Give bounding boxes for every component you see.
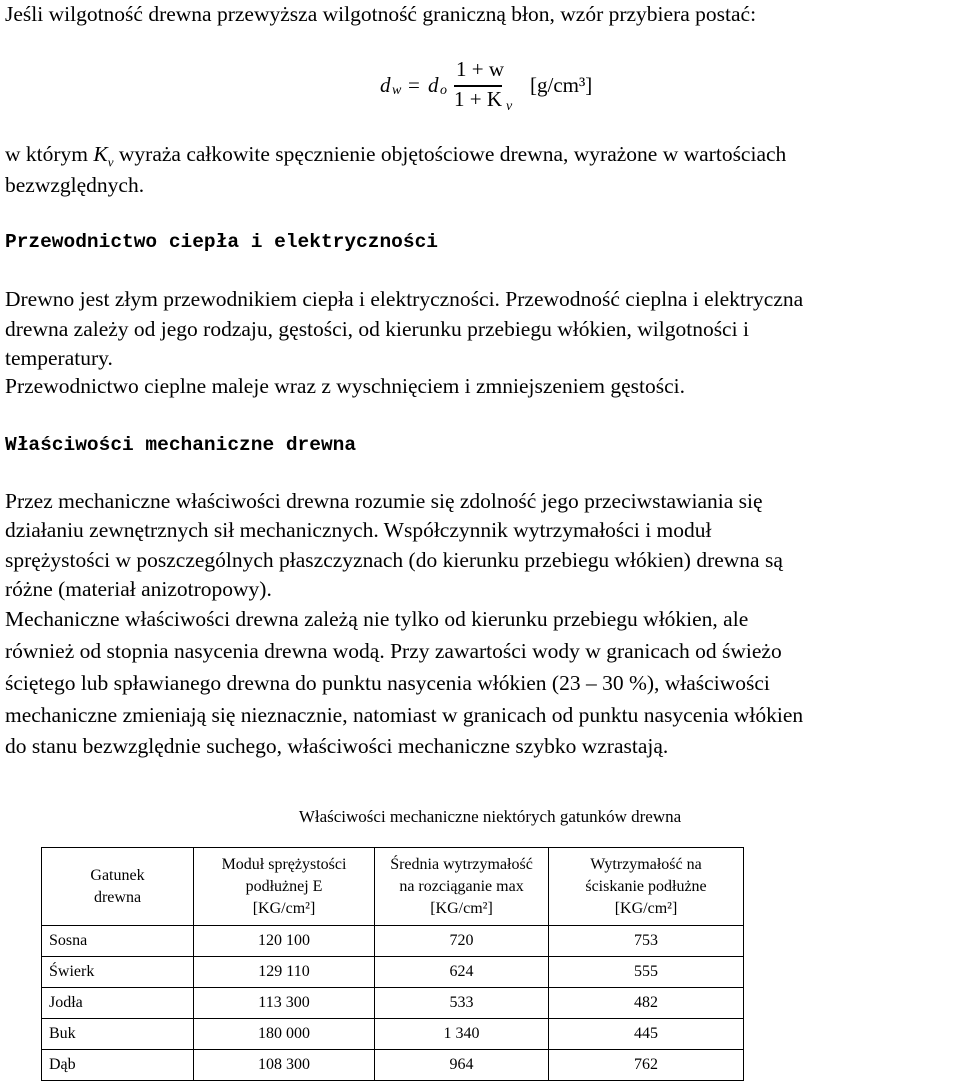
header-line: podłużnej E (245, 877, 323, 895)
paragraph-line: Przewodnictwo cieplne maleje wraz z wyschnięciem i zmniejszeniem gęstości. (5, 374, 685, 398)
cell-compressive: 445 (549, 1019, 744, 1050)
cell-tensile: 964 (375, 1050, 549, 1081)
cell-compressive: 753 (549, 926, 744, 957)
header-line: na rozciąganie max (399, 877, 524, 895)
table-row (42, 957, 744, 988)
paragraph-line: Mechaniczne właściwości drewna zależą nie tylko od kierunku przebiegu włókien, ale (5, 607, 749, 631)
formula-denominator: 1 + K (454, 87, 503, 111)
formula-lhs-d: d (380, 73, 391, 97)
cell-compressive: 482 (549, 988, 744, 1019)
paragraph-line: mechaniczne zmieniają się nieznacznie, natomiast w granicach od punktu nasycenia włókien (5, 703, 804, 727)
mechanical-properties-table (41, 847, 744, 1081)
formula-denominator-sub: v (506, 99, 513, 114)
cell-species: Świerk (42, 957, 194, 988)
cell-tensile: 624 (375, 957, 549, 988)
cell-modulus: 180 000 (194, 1019, 375, 1050)
formula-numerator: 1 + w (456, 57, 505, 81)
paragraph-line: działaniu zewnętrznych sił mechanicznych. Współczynnik wytrzymałości i moduł (5, 518, 712, 542)
header-line: [KG/cm²] (252, 899, 316, 917)
section-heading-conductivity: Przewodnictwo ciepła i elektryczności (5, 231, 438, 253)
formula-equals: = (408, 73, 420, 97)
kv-symbol-sub: v (107, 154, 114, 170)
header-line: Moduł sprężystości (221, 855, 347, 873)
paragraph-line: temperatury. (5, 346, 113, 370)
paragraph-line: drewna zależy od jego rodzaju, gęstości, od kierunku przebiegu włókien, wilgotności i (5, 317, 749, 341)
kv-explanation-line2: bezwzględnych. (5, 173, 145, 197)
kv-rest: wyraża całkowite spęcznienie objętościowe drewna, wyrażone w wartościach (113, 142, 787, 166)
cell-species: Dąb (42, 1050, 194, 1081)
section-heading-mechanical: Właściwości mechaniczne drewna (5, 434, 357, 456)
kv-symbol: K (93, 142, 108, 166)
header-line: [KG/cm²] (430, 899, 493, 917)
header-tensile-strength (375, 848, 549, 926)
cell-tensile: 720 (375, 926, 549, 957)
table-row (42, 1019, 744, 1050)
cell-tensile: 1 340 (375, 1019, 549, 1050)
formula-rhs-d: d (428, 73, 439, 97)
cell-modulus: 120 100 (194, 926, 375, 957)
header-species (42, 848, 194, 926)
cell-species: Sosna (42, 926, 194, 957)
intro-text: Jeśli wilgotność drewna przewyższa wilgotność graniczną błon, wzór przybiera postać: (5, 2, 757, 26)
cell-modulus: 108 300 (194, 1050, 375, 1081)
cell-modulus: 129 110 (194, 957, 375, 988)
header-line: drewna (93, 888, 142, 906)
cell-modulus: 113 300 (194, 988, 375, 1019)
paragraph-line: sprężystości w poszczególnych płaszczyznach (do kierunku przebiegu włókien) drewna są (5, 548, 783, 572)
header-compressive-strength (549, 848, 744, 926)
paragraph-line: Drewno jest złym przewodnikiem ciepła i elektryczności. Przewodność cieplna i elektryczna (5, 287, 804, 311)
paragraph-line: również od stopnia nasycenia drewna wodą. Przy zawartości wody w granicach od świeżo (5, 639, 782, 663)
header-line: Wytrzymałość na (590, 855, 702, 873)
cell-tensile: 533 (375, 988, 549, 1019)
formula-rhs-sub: o (440, 83, 447, 98)
table-caption: Właściwości mechaniczne niektórych gatunków drewna (298, 807, 682, 826)
cell-species: Jodła (42, 988, 194, 1019)
paragraph-line: różne (materiał anizotropowy). (5, 577, 272, 601)
formula-lhs-sub: w (392, 83, 402, 98)
paragraph-line: ściętego lub spławianego drewna do punktu nasycenia włókien (23 – 30 %), właściwości (5, 671, 770, 695)
cell-species: Buk (42, 1019, 194, 1050)
header-line: Średnia wytrzymałość (390, 855, 533, 873)
table-row (42, 1050, 744, 1081)
header-line: ściskanie podłużne (585, 877, 707, 895)
header-line: Gatunek (90, 866, 145, 884)
table-row (42, 988, 744, 1019)
cell-compressive: 762 (549, 1050, 744, 1081)
table-header-row (42, 848, 744, 926)
table-row (42, 926, 744, 957)
header-modulus (194, 848, 375, 926)
paragraph-line: do stanu bezwzględnie suchego, właściwości mechaniczne szybko wzrastają. (5, 734, 669, 758)
header-line: [KG/cm²] (614, 899, 678, 917)
density-formula (370, 55, 630, 115)
paragraph-line: Przez mechaniczne właściwości drewna rozumie się zdolność jego przeciwstawiania się (5, 489, 763, 513)
cell-compressive: 555 (549, 957, 744, 988)
formula-unit: [g/cm³] (530, 73, 593, 97)
kv-prefix: w którym (5, 142, 94, 166)
